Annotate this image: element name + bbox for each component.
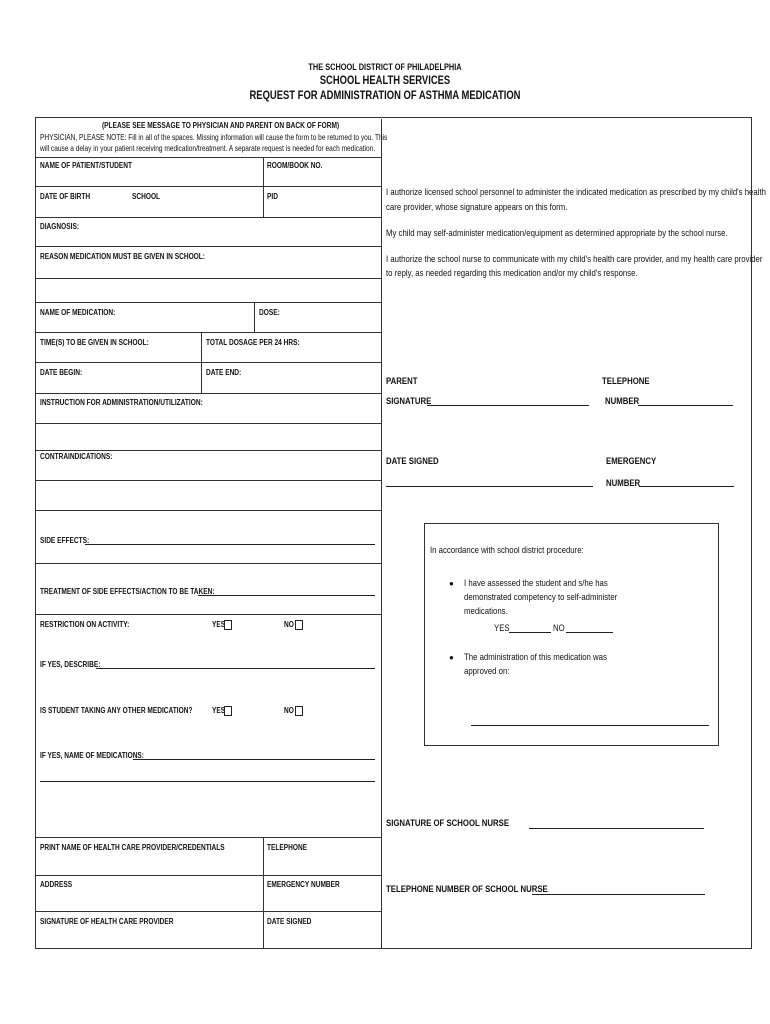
nurse-signature-label: SIGNATURE OF SCHOOL NURSE	[386, 818, 510, 829]
other-med-no-label: NO	[284, 706, 294, 715]
times-field[interactable]: TIME(S) TO BE GIVEN IN SCHOOL:	[40, 338, 149, 347]
date-end-field[interactable]: DATE END:	[206, 368, 242, 377]
parent-telephone-line[interactable]	[638, 397, 733, 406]
school-field[interactable]: SCHOOL	[132, 192, 161, 201]
competency-no-line[interactable]	[566, 624, 613, 633]
column-divider	[381, 119, 382, 949]
other-med-yes-checkbox[interactable]	[224, 706, 232, 716]
approved-on-line[interactable]	[471, 717, 709, 726]
notice-line-2: will cause a delay in your patient receiving medication/treatment. A separate request is needed for each medication.	[40, 144, 376, 153]
number-label: NUMBER	[605, 396, 640, 407]
provider-emergency-field[interactable]: EMERGENCY NUMBER	[267, 880, 340, 889]
restriction-no-checkbox[interactable]	[295, 620, 303, 630]
patient-name-field[interactable]: NAME OF PATIENT/STUDENT	[40, 161, 132, 170]
date-begin-field[interactable]: DATE BEGIN:	[40, 368, 83, 377]
other-med-names-line-2[interactable]	[40, 773, 375, 782]
if-yes-describe-label: IF YES, DESCRIBE:	[40, 660, 101, 669]
bullet-1-line-2: demonstrated competency to self-administer	[464, 592, 618, 603]
bullet-1-line-1: I have assessed the student and s/he has	[464, 578, 608, 589]
bullet-1-icon: ●	[449, 579, 454, 588]
nurse-telephone-label: TELEPHONE NUMBER OF SCHOOL NURSE	[386, 884, 548, 895]
parent-date-signed-label: DATE SIGNED	[386, 456, 439, 467]
restriction-yes-checkbox[interactable]	[224, 620, 232, 630]
other-med-no-checkbox[interactable]	[295, 706, 303, 716]
provider-signature-field[interactable]: SIGNATURE OF HEALTH CARE PROVIDER	[40, 917, 174, 926]
provider-telephone-field[interactable]: TELEPHONE	[267, 843, 308, 852]
authorization-2: My child may self-administer medication/equipment as determined appropriate by the school nurse.	[386, 228, 728, 239]
authorization-1-line-2: care provider, whose signature appears on this form.	[386, 202, 568, 213]
telephone-label: TELEPHONE	[602, 376, 650, 387]
describe-line[interactable]	[96, 660, 375, 669]
parent-date-signed-line[interactable]	[386, 478, 593, 487]
signature-label: SIGNATURE	[386, 396, 432, 407]
bullet-2-line-2: approved on:	[464, 666, 510, 677]
room-book-field[interactable]: ROOM/BOOK NO.	[267, 161, 323, 170]
provider-address-field[interactable]: ADDRESS	[40, 880, 73, 889]
nurse-telephone-line[interactable]	[532, 886, 705, 895]
dose-field[interactable]: DOSE:	[259, 308, 280, 317]
restriction-no-label: NO	[284, 620, 294, 629]
authorization-3-line-1: I authorize the school nurse to communicate with my child's health care provider, and my health care provider	[386, 254, 763, 265]
provider-name-field[interactable]: PRINT NAME OF HEALTH CARE PROVIDER/CREDENTIALS	[40, 843, 225, 852]
authorization-1-line-1: I authorize licensed school personnel to administer the indicated medication as prescribed by my child's health	[386, 187, 766, 198]
form-title: REQUEST FOR ADMINISTRATION OF ASTHMA MEDICATION	[249, 90, 521, 102]
bullet-2-icon: ●	[449, 653, 454, 662]
nurse-signature-line[interactable]	[529, 820, 704, 829]
other-med-yes-label: YES	[212, 706, 226, 715]
bullet-1-line-3: medications.	[464, 606, 508, 617]
emergency-number-line[interactable]	[639, 478, 734, 487]
provider-date-signed-field[interactable]: DATE SIGNED	[267, 917, 312, 926]
medication-name-field[interactable]: NAME OF MEDICATION:	[40, 308, 116, 317]
other-med-names-line[interactable]	[133, 751, 375, 760]
restriction-yes-label: YES	[212, 620, 226, 629]
district-name: THE SCHOOL DISTRICT OF PHILADELPHIA	[308, 62, 462, 72]
reason-field[interactable]: REASON MEDICATION MUST BE GIVEN IN SCHOOL:	[40, 252, 205, 261]
competency-no-label: NO	[553, 623, 565, 634]
nurse-procedure-box	[424, 523, 719, 746]
if-yes-names-label: IF YES, NAME OF MEDICATIONS:	[40, 751, 144, 760]
parent-label: PARENT	[386, 376, 418, 387]
treatment-line[interactable]	[198, 587, 375, 596]
restriction-label: RESTRICTION ON ACTIVITY:	[40, 620, 130, 629]
bullet-2-line-1: The administration of this medication was	[464, 652, 607, 663]
side-effects-field[interactable]: SIDE EFFECTS:	[40, 536, 90, 545]
notice-line-1: PHYSICIAN, PLEASE NOTE: Fill in all of the spaces. Missing information will cause the form to be returned to you. This	[40, 133, 388, 142]
authorization-3-line-2: to reply, as needed regarding this medication and/or my child's response.	[386, 268, 638, 279]
parent-signature-line[interactable]	[427, 397, 589, 406]
diagnosis-field[interactable]: DIAGNOSIS:	[40, 222, 80, 231]
other-medication-label: IS STUDENT TAKING ANY OTHER MEDICATION?	[40, 706, 193, 715]
treatment-field[interactable]: TREATMENT OF SIDE EFFECTS/ACTION TO BE TAKEN:	[40, 587, 215, 596]
emergency-label: EMERGENCY	[606, 456, 657, 467]
side-effects-line[interactable]	[85, 536, 375, 545]
date-of-birth-field[interactable]: DATE OF BIRTH	[40, 192, 91, 201]
emergency-number-label: NUMBER	[606, 478, 641, 489]
competency-yes-label: YES	[494, 623, 510, 634]
instruction-field[interactable]: INSTRUCTION FOR ADMINISTRATION/UTILIZATION:	[40, 398, 203, 407]
procedure-intro: In accordance with school district procedure:	[430, 545, 584, 556]
service-name: SCHOOL HEALTH SERVICES	[319, 75, 451, 87]
contraindications-field[interactable]: CONTRAINDICATIONS:	[40, 452, 113, 461]
pid-field[interactable]: PID	[267, 192, 278, 201]
competency-yes-line[interactable]	[509, 624, 551, 633]
notice-title: (PLEASE SEE MESSAGE TO PHYSICIAN AND PARENT ON BACK OF FORM)	[102, 121, 340, 130]
total-dosage-field[interactable]: TOTAL DOSAGE PER 24 HRS:	[206, 338, 300, 347]
